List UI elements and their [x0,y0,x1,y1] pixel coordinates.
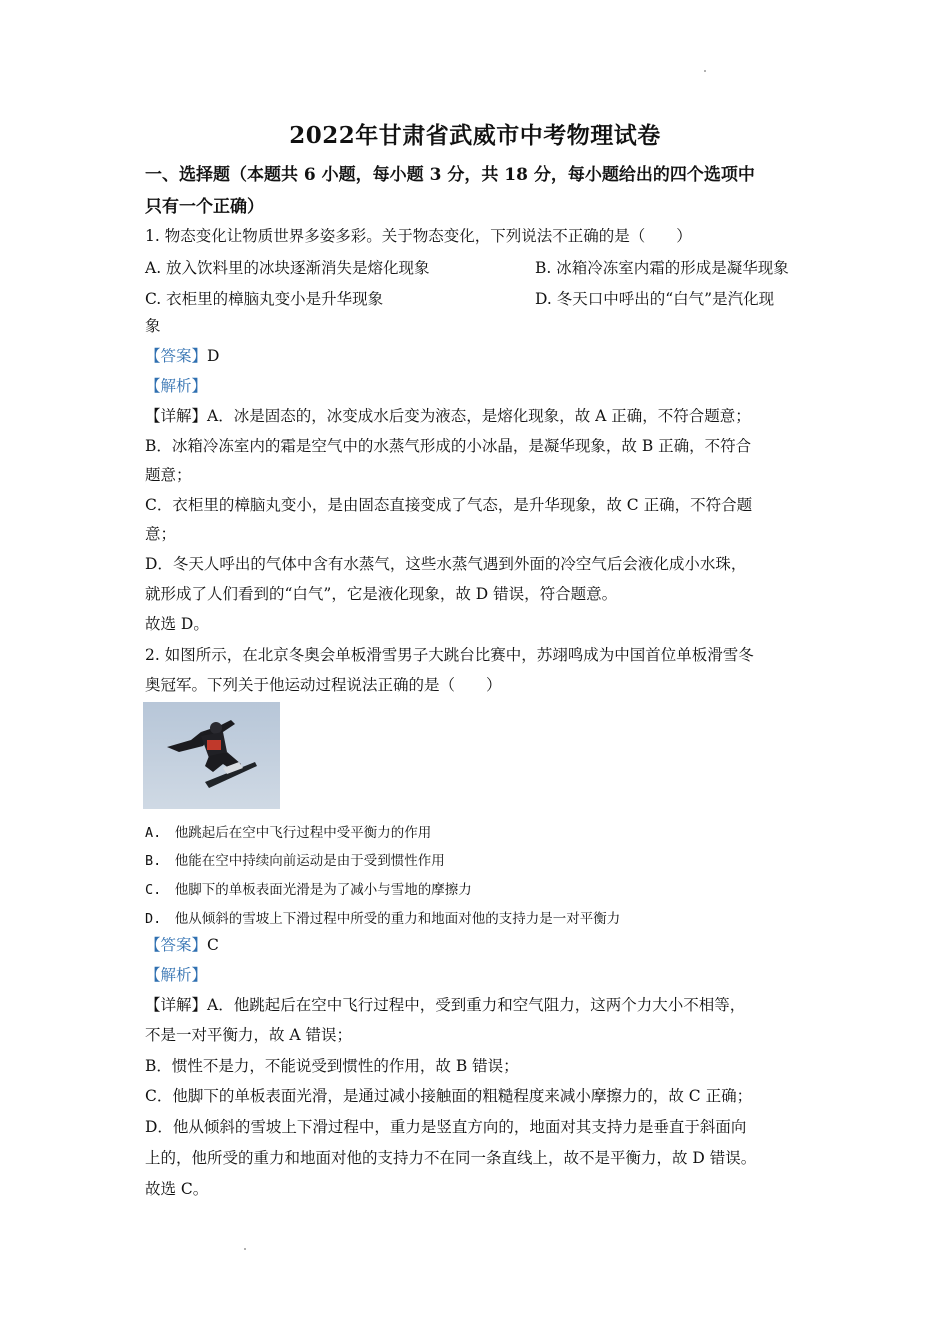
q2-detail-line: B．惯性不是力，不能说受到惯性的作用，故 B 错误； [145,1057,519,1075]
q1-detail-line: C．衣柜里的樟脑丸变小，是由固态直接变成了气态，是升华现象，故 C 正确，不符合题 [145,496,753,514]
section-heading-line2: 只有一个正确） [145,197,264,217]
q1-detail-line: 意； [145,525,177,543]
q2-detail-line: C．他脚下的单板表面光滑，是通过减小接触面的粗糙程度来减小摩擦力的，故 C 正确； [145,1087,753,1105]
q2-stem-line1: 2. 如图所示，在北京冬奥会单板滑雪男子大跳台比赛中，苏翊鸣成为中国首位单板滑雪冬 [145,646,754,664]
q1-detail-line: 故选 D。 [145,615,209,633]
q2-detail-line: 故选 C。 [145,1180,209,1198]
q1-analysis-tag: 【解析】 [145,377,208,395]
answer-value: C [207,936,219,954]
section-heading-line1: 一、选择题（本题共 6 小题，每小题 3 分，共 18 分，每小题给出的四个选项中 [145,165,755,185]
q1-option-a: A. 放入饮料里的冰块逐渐消失是熔化现象 [145,259,430,277]
answer-tag: 【答案】 [145,347,208,365]
q2-detail-line: 上的，他所受的重力和地面对他的支持力不在同一条直线上，故不是平衡力，故 D 错误。 [145,1149,757,1167]
q1-detail-line: D．冬天人呼出的气体中含有水蒸气，这些水蒸气遇到外面的冷空气后会液化成小水珠， [145,555,747,573]
answer-tag: 【答案】 [145,936,208,954]
q1-detail-line: B．冰箱冷冻室内的霜是空气中的水蒸气形成的小冰晶，是凝华现象，故 B 正确，不符合 [145,437,752,455]
q2-detail-line: 【详解】A．他跳起后在空中飞行过程中，受到重力和空气阻力，这两个力大小不相等， [145,996,746,1014]
q1-option-c: C. 衣柜里的樟脑丸变小是升华现象 [145,290,384,308]
q1-stem: 1. 物态变化让物质世界多姿多彩。关于物态变化，下列说法不正确的是（ ） [145,227,692,245]
q2-option-d: D. 他从倾斜的雪坡上下滑过程中所受的重力和地面对他的支持力是一对平衡力 [145,911,621,927]
q1-detail-line: 【详解】A．冰是固态的，冰变成水后变为液态，是熔化现象，故 A 正确，不符合题意； [145,407,751,425]
answer-value: D [207,347,220,365]
q1-answer [145,346,219,366]
q2-option-b: B. 他能在空中持续向前运动是由于受到惯性作用 [145,853,445,869]
q1-option-b: B. 冰箱冷冻室内霜的形成是凝华现象 [535,259,789,277]
q1-detail-line: 就形成了人们看到的“白气”，它是液化现象，故 D 错误，符合题意。 [145,585,618,603]
q1-option-d-wrap: 象 [145,317,161,335]
q1-option-d: D. 冬天口中呼出的“白气”是汽化现 [535,290,775,308]
q2-detail-line: 不是一对平衡力，故 A 错误； [145,1026,353,1044]
q2-stem-line2: 奥冠军。下列关于他运动过程说法正确的是（ ） [145,676,502,694]
scan-dot [244,1248,246,1250]
q2-option-a: A. 他跳起后在空中飞行过程中受平衡力的作用 [145,825,432,841]
q1-detail-line: 题意； [145,466,192,484]
q2-analysis-tag: 【解析】 [145,966,208,984]
scan-dot [704,70,706,72]
q2-detail-line: D．他从倾斜的雪坡上下滑过程中，重力是竖直方向的，地面对其支持力是垂直于斜面向 [145,1118,747,1136]
snowboarder-photo [143,702,280,809]
page-title: 2022年甘肃省武威市中考物理试卷 [289,122,661,149]
q2-option-c: C. 他脚下的单板表面光滑是为了减小与雪地的摩擦力 [145,882,472,898]
q2-answer [145,935,219,955]
